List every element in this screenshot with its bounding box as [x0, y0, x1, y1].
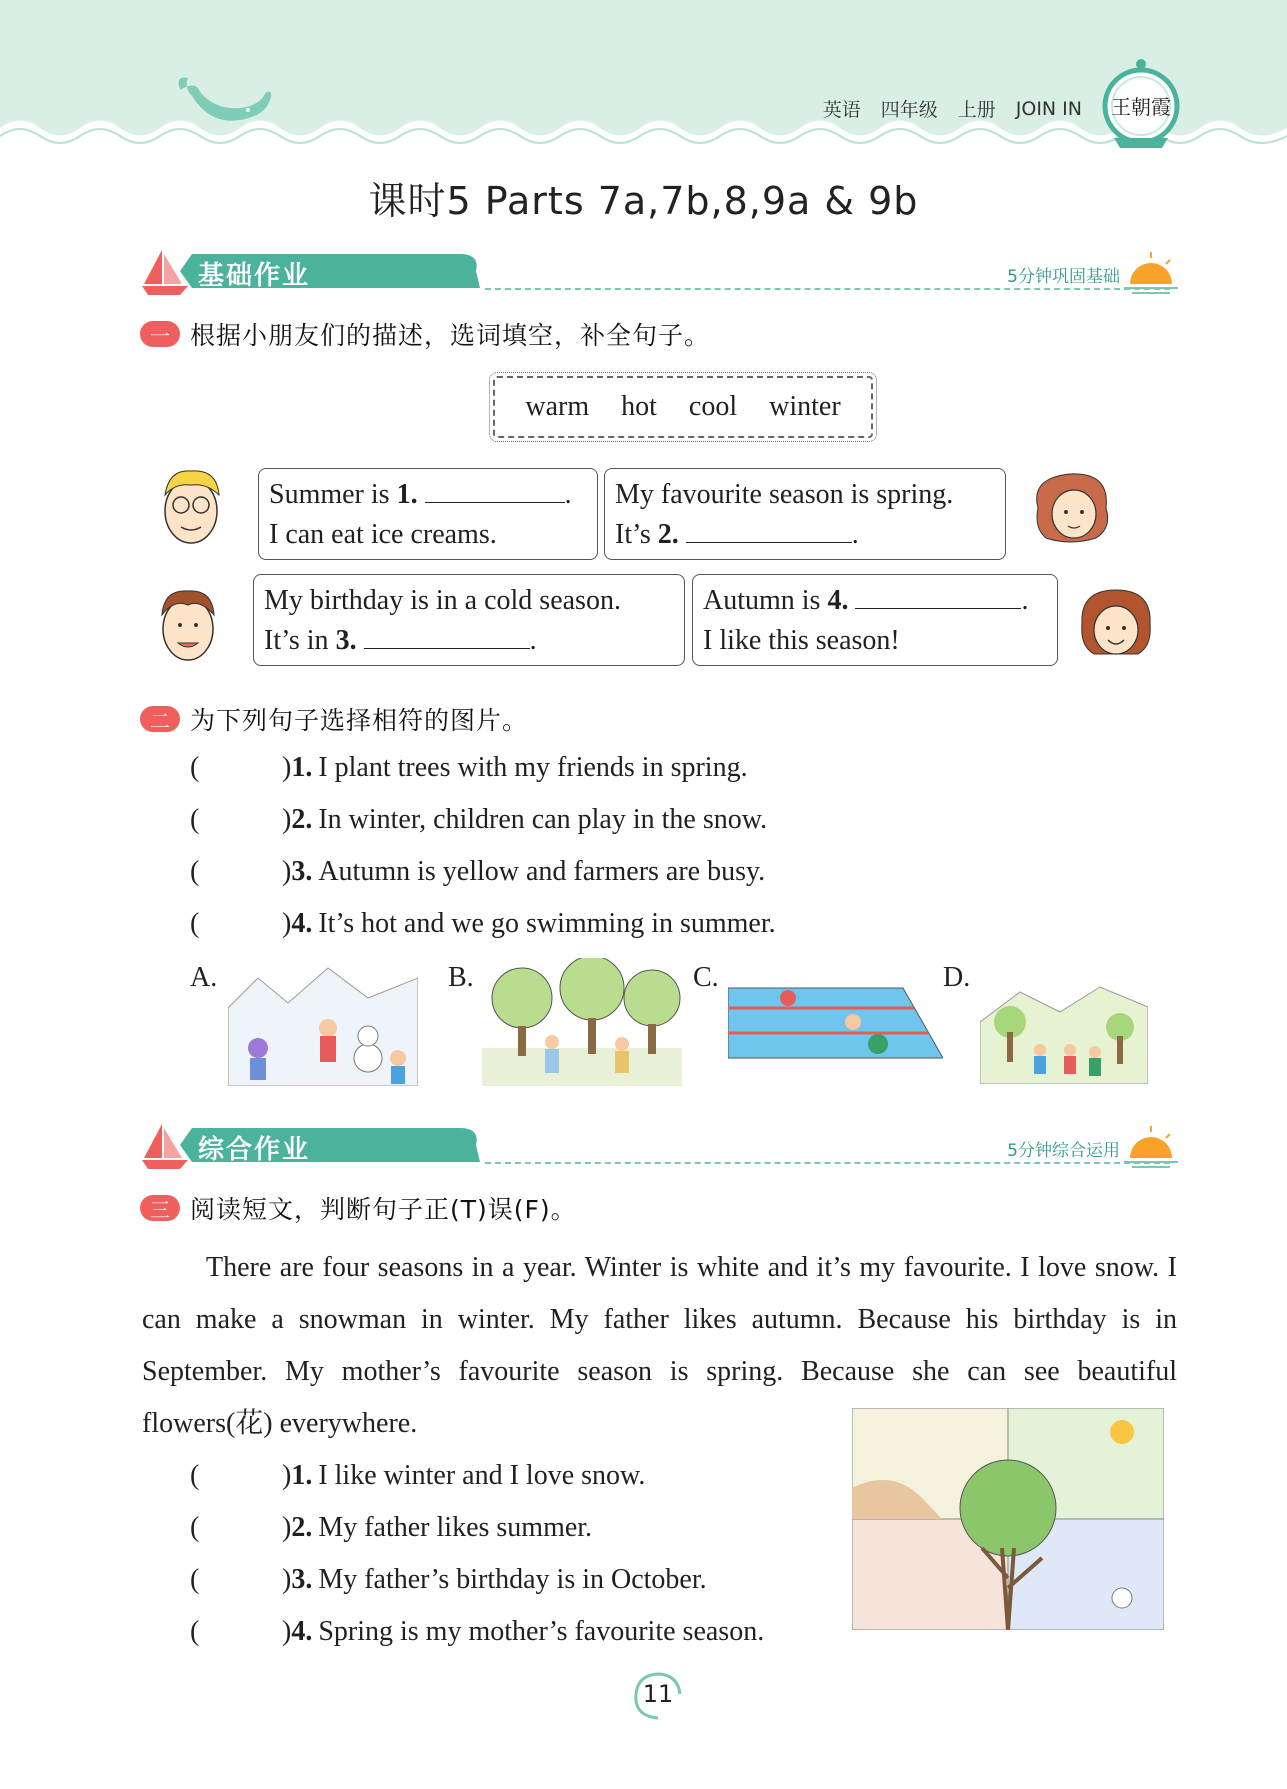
answer-blank[interactable] [425, 476, 565, 503]
question-2-heading [140, 702, 528, 736]
spring-tree-planting-image [980, 972, 1148, 1084]
question-badge: 二 [140, 706, 180, 732]
section-banner-comprehensive [140, 1120, 1180, 1170]
lesson-title: 课时5 Parts 7a,7b,8,9a & 9b [368, 179, 919, 223]
answer-parens[interactable]: ( [190, 752, 200, 783]
tf-item-4: ( ) 4. Spring is my mother’s favourite season. [190, 1616, 765, 1647]
banner-divider [485, 288, 1170, 290]
option-label-b: B. [448, 962, 474, 993]
header-meta [823, 95, 1082, 122]
section-note: 5分钟巩固基础 [1007, 267, 1120, 287]
choice-item-1: ( ) 1. I plant trees with my friends in spring. [190, 752, 748, 783]
answer-blank[interactable] [686, 516, 852, 543]
answer-parens[interactable]: ( [190, 1564, 200, 1595]
word-option: winter [769, 391, 841, 422]
summer-swimming-image [728, 978, 943, 1070]
tf-item-2: ( ) 2. My father likes summer. [190, 1512, 593, 1543]
four-seasons-image [852, 1408, 1164, 1630]
speech-bubble-4: Autumn is 4. . I like this season! [692, 574, 1058, 666]
answer-parens[interactable]: ( [190, 804, 200, 835]
option-label-d: D. [943, 962, 971, 993]
grade-label: 四年级 [880, 99, 938, 121]
autumn-harvest-image [482, 958, 682, 1086]
question-3-heading [140, 1191, 577, 1225]
boy-glasses-face [155, 465, 227, 547]
section-title: 综合作业 [198, 1135, 311, 1165]
series-label: JOIN IN [1015, 97, 1082, 120]
answer-blank[interactable] [364, 622, 530, 649]
choice-item-4: ( ) 4. It’s hot and we go swimming in summer. [190, 908, 776, 939]
choice-item-2: ( ) 2. In winter, children can play in the snow. [190, 804, 768, 835]
speech-bubble-2: My favourite season is spring. It’s 2. . [604, 468, 1006, 560]
girl-face [1076, 584, 1156, 664]
answer-parens[interactable]: ( [190, 1460, 200, 1491]
section-note: 5分钟综合运用 [1007, 1141, 1120, 1161]
section-title: 基础作业 [198, 261, 311, 291]
speech-bubble-3: My birthday is in a cold season. It’s in 3. . [253, 574, 685, 666]
subject-label: 英语 [822, 99, 861, 121]
sun-icon [1122, 1124, 1180, 1170]
passage-text: There are four seasons in a year. Winter is white and it’s my favourite. I love snow. I can make a snowman in winter. My father likes autumn. Because his birthday is in September. My mother’s favourite season is spring. Because she can see beautiful flowers(花) everywhere. [142, 1252, 1177, 1439]
word-option: warm [525, 391, 590, 422]
word-bank [493, 376, 873, 438]
answer-parens[interactable]: ( [190, 856, 200, 887]
banner-divider [485, 1162, 1170, 1164]
volume-label: 上册 [957, 99, 996, 121]
question-badge: 一 [140, 321, 180, 347]
page-number: 11 [642, 1680, 674, 1708]
whale-icon [170, 70, 280, 140]
answer-parens[interactable]: ( [190, 908, 200, 939]
bubble-line: My birthday is in a cold season. [264, 585, 621, 616]
word-option: cool [688, 391, 738, 422]
brand-seal-logo [1100, 56, 1182, 152]
question-instruction: 阅读短文，判断句子正(T)误(F)。 [190, 1195, 577, 1224]
bubble-line: I can eat ice creams. [269, 519, 497, 550]
bubble-line: I like this season! [703, 625, 900, 656]
tf-item-3: ( ) 3. My father’s birthday is in October. [190, 1564, 707, 1595]
girl-curly-face [1030, 468, 1112, 548]
question-badge: 三 [140, 1195, 180, 1221]
word-option: hot [621, 391, 657, 422]
option-label-a: A. [190, 962, 218, 993]
winter-snow-play-image [228, 958, 418, 1086]
question-instruction: 为下列句子选择相符的图片。 [190, 706, 529, 735]
answer-parens[interactable]: ( [190, 1616, 200, 1647]
section-banner-basic [140, 246, 1180, 296]
answer-parens[interactable]: ( [190, 1512, 200, 1543]
svg-text:王朝霞: 王朝霞 [1111, 95, 1171, 119]
question-1-heading [140, 317, 710, 351]
option-label-c: C. [693, 962, 719, 993]
answer-blank[interactable] [855, 582, 1021, 609]
choice-item-3: ( ) 3. Autumn is yellow and farmers are busy. [190, 856, 766, 887]
bubble-line: My favourite season is spring. [615, 479, 954, 510]
question-instruction: 根据小朋友们的描述，选词填空，补全句子。 [190, 321, 711, 350]
boy-face [152, 583, 224, 665]
speech-bubble-1: Summer is 1. . I can eat ice creams. [258, 468, 598, 560]
tf-item-1: ( ) 1. I like winter and I love snow. [190, 1460, 646, 1491]
sun-icon [1122, 250, 1180, 296]
